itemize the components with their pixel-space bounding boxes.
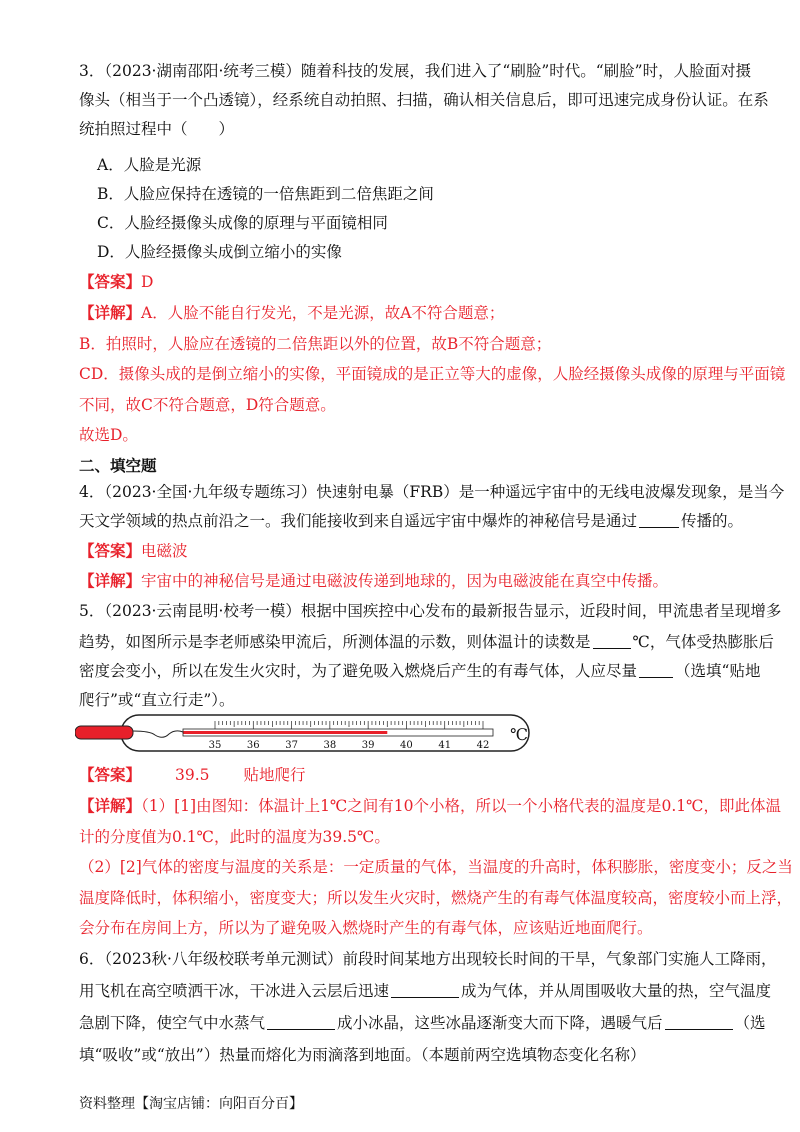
q4-stem-text-a: 天文学领域的热点前沿之一。我们能接收到来自遥远宇宙中爆炸的神秘信号是通过 — [79, 512, 638, 530]
thermometer-figure — [75, 712, 535, 754]
q3-option-a: A．人脸是光源 — [97, 156, 202, 174]
detail-tag: 【详解】 — [79, 571, 142, 590]
q6-stem-text-a: 用飞机在高空喷洒干冰，干冰进入云层后迅速 — [79, 982, 390, 1000]
q6-stem-line-2 — [79, 980, 771, 1002]
q5-detail-line-4: 温度降低时，体积缩小，密度变大；所以发生火灾时，燃烧产生的有毒气体温度较高，密度较小而上浮， — [79, 889, 793, 907]
q5-stem-text-c: 密度会变小，所以在发生火灾时，为了避免吸入燃烧后产生的有毒气体，人应尽量 — [79, 662, 638, 680]
thermometer-scale-label: 38 — [323, 740, 337, 751]
thermometer-scale-label: 39 — [361, 740, 375, 751]
q5-answer-blank-1[interactable] — [593, 632, 631, 649]
q6-stem-line-4: 填“吸收”或“放出”）热量而熔化为雨滴落到地面。（本题前两空选填物态变化名称） — [79, 1046, 646, 1064]
thermometer-scale-label: 41 — [438, 740, 452, 751]
thermometer-scale-label: 40 — [400, 740, 413, 751]
q3-detail-line-1 — [79, 302, 504, 324]
q4-detail — [79, 570, 668, 592]
q6-stem-text-b: 成为气体，并从周围吸收大量的热，空气温度 — [461, 982, 772, 1000]
q3-detail-line-5: 故选D。 — [79, 426, 138, 444]
q5-stem-line-1: 5．（2023·云南昆明·校考一模）根据中国疾控中心发布的最新报告显示，近段时间，甲流患者呈现增多 — [79, 602, 782, 620]
q4-stem-text-b: 传播的。 — [681, 512, 744, 530]
answer-value-2: 贴地爬行 — [243, 766, 306, 784]
q5-answer-blank-2[interactable] — [639, 661, 673, 678]
answer-value-1: 39.5 — [175, 766, 210, 784]
q5-stem-text-d: （选填“贴地 — [675, 662, 761, 680]
detail-text: 宇宙中的神秘信号是通过电磁波传递到地球的，因为电磁波能在真空中传播。 — [141, 572, 669, 590]
q3-detail-line-2: B．拍照时，人脸应在透镜的二倍焦距以外的位置，故B不符合题意； — [79, 335, 552, 353]
answer-tag: 【答案】 — [79, 765, 142, 784]
q3-detail-line-4: 不同，故C不符合题意，D符合题意。 — [79, 396, 336, 414]
q3-option-d: D．人脸经摄像头成倒立缩小的实像 — [97, 243, 342, 261]
q4-stem-line-1: 4．（2023·全国·九年级专题练习）快速射电暴（FRB）是一种遥远宇宙中的无线电波爆发现象，是当今 — [79, 483, 785, 501]
q3-stem-line-3: 统拍照过程中（ ） — [79, 120, 235, 138]
q5-stem-line-2 — [79, 631, 774, 653]
q3-detail-line-3: CD．摄像头成的是倒立缩小的实像，平面镜成的是正立等大的虚像，人脸经摄像头成像的原理与平面镜 — [79, 365, 786, 383]
q6-stem-line-3 — [79, 1012, 766, 1034]
q4-stem-line-2 — [79, 510, 743, 532]
answer-tag: 【答案】 — [79, 541, 142, 560]
thermometer-scale-label: 35 — [208, 740, 222, 751]
answer-tag: 【答案】 — [79, 272, 142, 291]
thermometer-mercury — [183, 731, 387, 734]
q5-answer — [79, 764, 306, 786]
q4-answer — [79, 540, 188, 562]
thermometer-scale-label: 37 — [285, 740, 298, 751]
q5-detail-line-2: 计的分度值为0.1℃，此时的温度为39.5℃。 — [79, 828, 390, 846]
q3-stem-line-2: 像头（相当于一个凸透镜），经系统自动拍照、扫描，确认相关信息后，即可迅速完成身份认证。在系 — [79, 91, 769, 109]
detail-tag: 【详解】 — [79, 303, 142, 322]
q6-stem-text-e: （选 — [734, 1014, 766, 1032]
q5-detail-line-1 — [79, 795, 781, 817]
page-footer: 资料整理【淘宝店铺：向阳百分百】 — [79, 1096, 303, 1112]
thermometer-scale-label: 36 — [246, 740, 260, 751]
q5-stem-text-b: ℃，气体受热膨胀后 — [632, 633, 774, 651]
answer-value: 电磁波 — [141, 542, 188, 560]
q5-detail-line-5: 会分布在房间上方，所以为了避免吸入燃烧时产生的有毒气体，应该贴近地面爬行。 — [79, 919, 653, 937]
q3-answer — [79, 271, 153, 293]
q5-stem-line-3 — [79, 660, 760, 682]
thermometer-scale-label: 42 — [476, 740, 490, 751]
q6-stem-line-1: 6．（2023秋·八年级校联考单元测试）前段时间某地方出现较长时间的干旱，气象部门实施人工降雨， — [79, 950, 777, 968]
section-heading: 二、填空题 — [79, 456, 157, 475]
q3-stem-line-1: 3．（2023·湖南邵阳·统考三模）随着科技的发展，我们进入了“刷脸”时代。“刷脸”时，人脸面对摄 — [79, 62, 752, 80]
answer-value: D — [141, 273, 154, 291]
q4-answer-blank[interactable] — [639, 511, 679, 528]
q5-stem-line-4: 爬行”或“直立行走”）。 — [79, 691, 235, 709]
q5-stem-text-a: 趋势，如图所示是李老师感染甲流后，所测体温的示数，则体温计的读数是 — [79, 633, 591, 651]
detail-text: （1）[1]由图知：体温计上1℃之间有10个小格，所以一个小格代表的温度是0.1℃，即此体温 — [141, 797, 781, 815]
thermometer-bulb — [75, 726, 133, 739]
q6-answer-blank-1[interactable] — [391, 981, 459, 998]
detail-text: A．人脸不能自行发光，不是光源，故A不符合题意； — [141, 304, 505, 322]
q6-stem-text-d: 成小冰晶，这些冰晶逐渐变大而下降，遇暖气后 — [337, 1014, 663, 1032]
q6-answer-blank-3[interactable] — [665, 1013, 733, 1030]
detail-tag: 【详解】 — [79, 796, 142, 815]
thermometer-unit: ℃ — [510, 725, 528, 744]
q5-detail-line-3: （2）[2]气体的密度与温度的关系是：一定质量的气体，当温度的升高时，体积膨胀，密度变小；反之当 — [79, 858, 793, 876]
q6-stem-text-c: 急剧下降，使空气中水蒸气 — [79, 1014, 266, 1032]
q3-option-b: B．人脸应保持在透镜的一倍焦距到二倍焦距之间 — [97, 185, 434, 203]
q6-answer-blank-2[interactable] — [267, 1013, 335, 1030]
q3-option-c: C．人脸经摄像头成像的原理与平面镜相同 — [97, 214, 388, 232]
